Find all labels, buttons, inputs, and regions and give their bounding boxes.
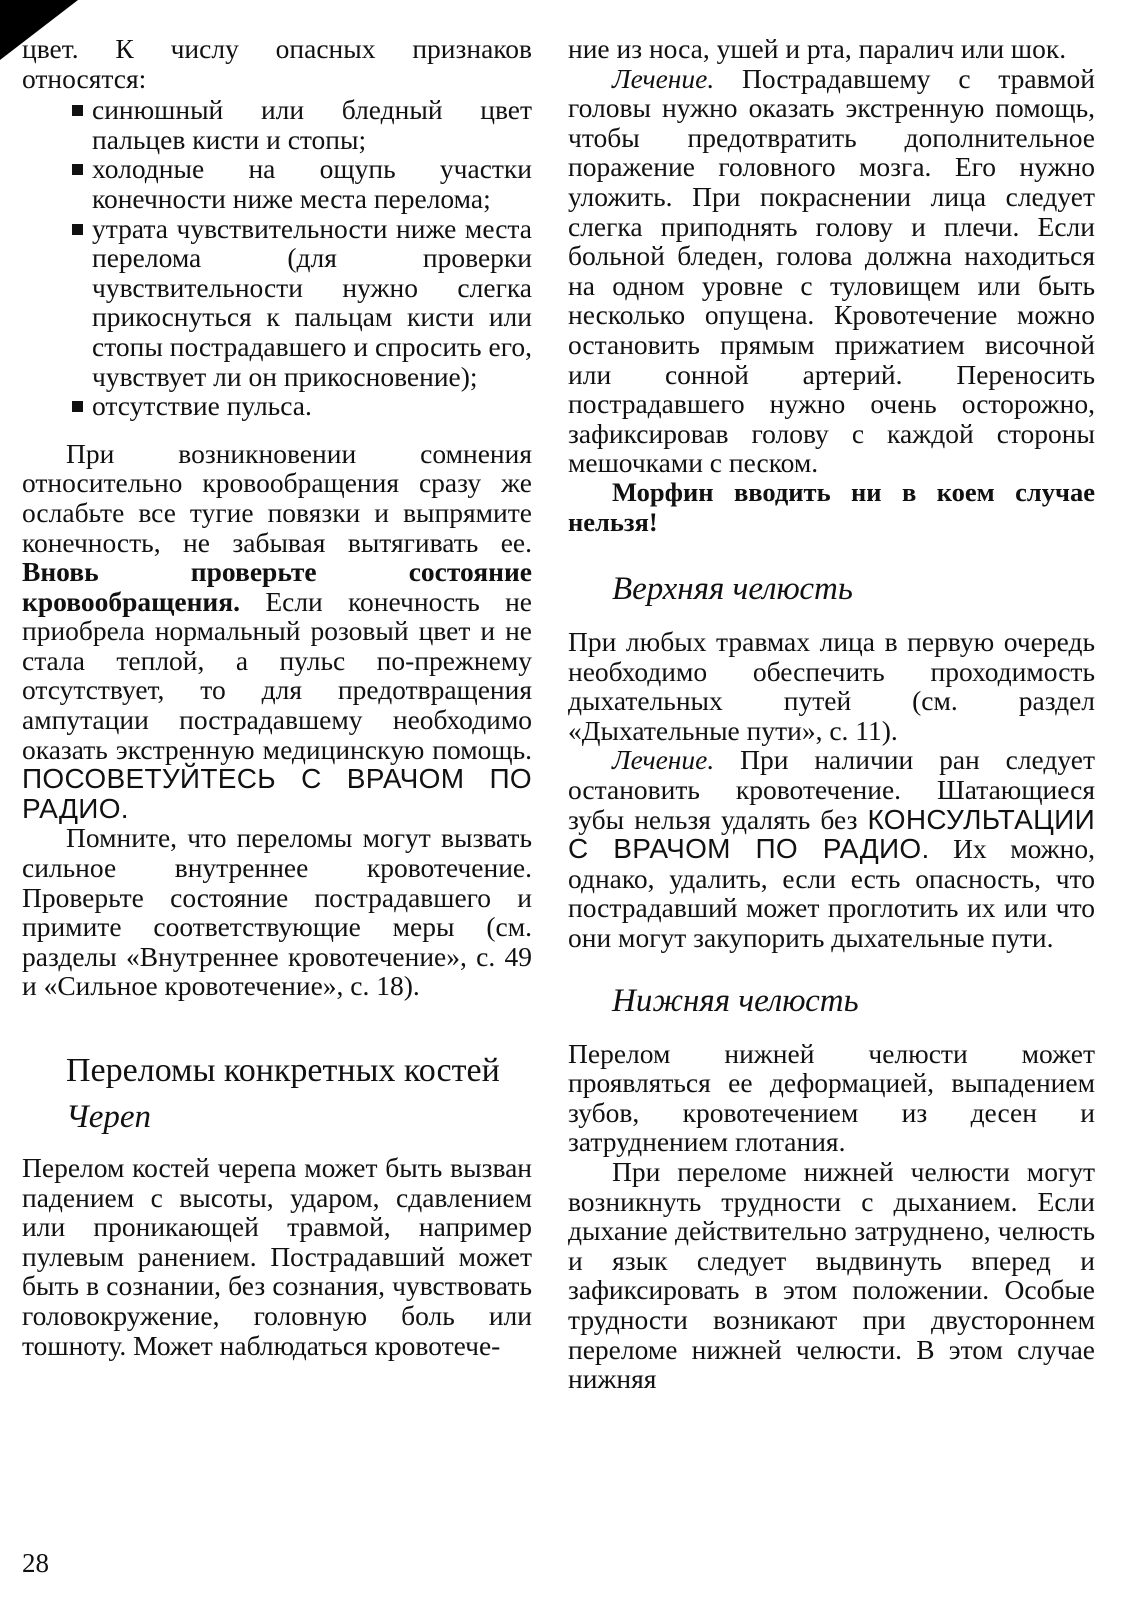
intro-text: цвет. К числу опасных признаков относятся:	[22, 33, 532, 94]
subsection-heading: Нижняя челюсть	[612, 982, 859, 1019]
subsection-heading: Верхняя челюсть	[612, 571, 853, 608]
text-run: Пострадавшему с травмой головы нужно оказать экстренную помощь, чтобы предотвратить дополнительное поражение головного мозга. Его нужно уложить. При покраснении лица следует слегка приподнять голову и плечи. Если больной бледен, голова должна находиться на одном уровне с туловищем или быть несколько опущена. Кровотечение можно остановить прямым прижатием височной или сонной артерий. Переносить пострадавшего нужно очень осторожно, зафиксировав голову с каждой стороны мешочками с песком.	[568, 62, 1095, 479]
right-column	[568, 34, 1095, 1394]
morphine-warning: Морфин вводить ни в коем случае нельзя!	[568, 476, 1095, 537]
continuation-text: ние из носа, ушей и рта, паралич или шок.	[568, 33, 1067, 64]
list-item: холодные на ощупь участки конечности ниже места перелома;	[66, 154, 532, 213]
list-item: утрата чувствительности ниже места перелома (для проверки чувствительности нужно слегка прикоснуться к пальцам кисти или стопы пострадавшего и спросить его, чувствует ли он прикосновение);	[66, 214, 532, 392]
text-run: При наличии ран следует остановить кровотечение. Шатающиеся зубы нельзя удалять без	[568, 744, 1095, 835]
lower-jaw-breathing-paragraph: При переломе нижней челюсти могут возникнуть трудности с дыханием. Если дыхание действительно затруднено, челюсть и язык следует выдвинуть вперед и зафиксировать в этом положении. Особые трудности возникают при двустороннем переломе нижней челюсти. В этом случае нижняя	[568, 1156, 1095, 1395]
caps-notice: КОНСУЛЬТАЦИИ С ВРАЧОМ ПО РАДИО.	[568, 803, 1095, 865]
text-run: Их можно, однако, удалить, если есть опасность, что пострадавший может проглотить их или что они могут закупорить дыхательные пути.	[568, 833, 1096, 954]
danger-signs-list	[22, 95, 532, 421]
text-run: Если конечность не приобрела нормальный розовый цвет и не стала теплой, а пульс по-прежнему отсутствует, то для предотвращения ампутации пострадавшему необходимо оказать экстренную медицинскую помощь.	[22, 585, 532, 765]
internal-bleeding-paragraph: Помните, что переломы могут вызвать сильное внутреннее кровотечение. Проверьте состояние пострадавшего и примите соответствующие меры (см. разделы «Внутреннее кровотечение», с. 49 и «Сильное кровотечение», с. 18).	[22, 822, 532, 1002]
left-column	[22, 34, 532, 1360]
page-number: 28	[22, 1548, 49, 1578]
treatment-paragraph	[568, 64, 1095, 478]
treatment-label: Лечение.	[612, 62, 715, 94]
lower-jaw-paragraph: Перелом нижней челюсти может проявляться ее деформацией, выпадением зубов, кровотечением из десен и затруднением глотания.	[568, 1037, 1095, 1158]
subsection-heading: Череп	[66, 1099, 152, 1135]
treatment-label: Лечение.	[612, 744, 715, 776]
circulation-paragraph	[22, 439, 532, 824]
bold-text: Вновь проверьте состояние кровообращения.	[22, 556, 532, 617]
caps-notice: ПОСОВЕТУЙТЕСЬ С ВРАЧОМ ПО РАДИО.	[22, 763, 532, 824]
skull-paragraph: Перелом костей черепа может быть вызван падением с высоты, ударом, сдавлением или проникающей травмой, например пулевым ранением. Пострадавший может быть в сознании, без сознания, чувствовать головокружение, головную боль или тошноту. Может наблюдаться кровотече-	[22, 1152, 532, 1361]
treatment-paragraph	[568, 745, 1095, 952]
text-run: При возникновении сомнения относительно кровообращения сразу же ослабьте все тугие повязки и выпрямите конечность, не забывая вытягивать ее.	[22, 437, 532, 558]
list-item: отсутствие пульса.	[66, 391, 532, 421]
section-heading: Переломы конкретных костей	[66, 1052, 500, 1089]
upper-jaw-paragraph: При любых травмах лица в первую очередь необходимо обеспечить проходимость дыхательных путей (см. раздел «Дыхательные пути», с. 11).	[568, 626, 1095, 746]
list-item: синюшный или бледный цвет пальцев кисти и стопы;	[66, 95, 532, 154]
